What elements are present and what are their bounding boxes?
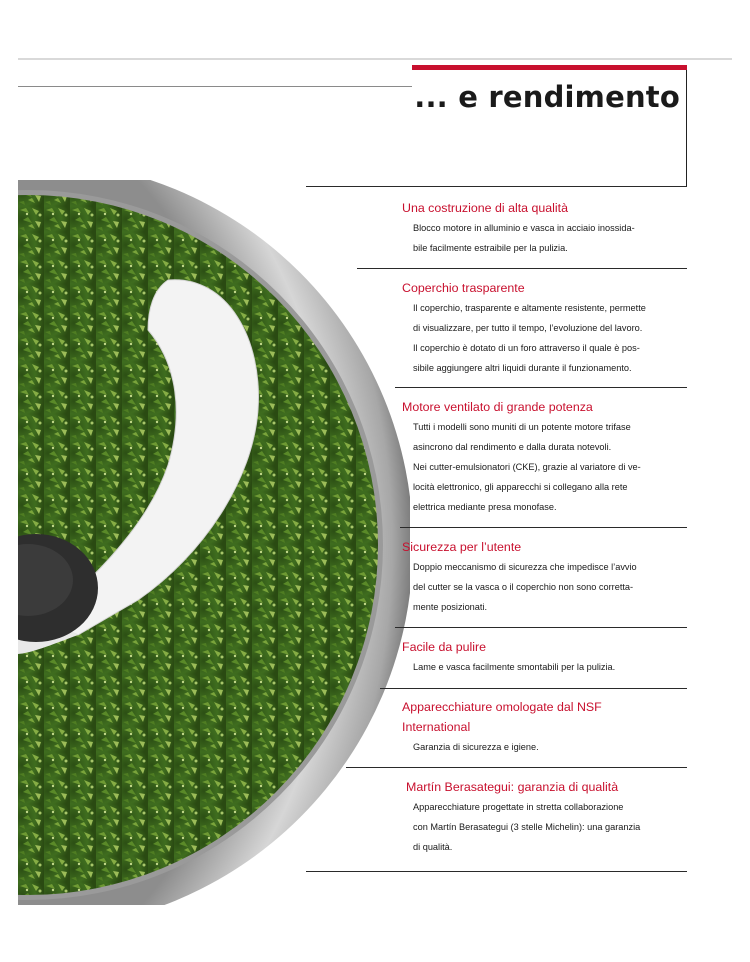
feature-title: Coperchio trasparente xyxy=(402,281,525,295)
separator xyxy=(306,186,687,187)
feature-line: mente posizionati. xyxy=(413,602,488,612)
feature-line: Apparecchiature progettate in stretta collaborazione xyxy=(413,802,624,812)
separator xyxy=(357,268,687,269)
feature-easy-clean xyxy=(402,637,685,677)
feature-line: con Martín Berasategui (3 stelle Michelin): una garanzia xyxy=(413,822,641,832)
feature-transparent-lid xyxy=(402,278,685,378)
feature-user-safety xyxy=(402,537,685,617)
feature-line: Doppio meccanismo di sicurezza che impedisce l’avvio xyxy=(413,562,637,572)
feature-build-quality xyxy=(402,198,685,258)
separator xyxy=(346,767,687,768)
feature-title: Una costruzione di alta qualità xyxy=(402,201,568,215)
feature-line: di visualizzare, per tutto il tempo, l’evoluzione del lavoro. xyxy=(413,323,643,333)
feature-title: Facile da pulire xyxy=(402,640,487,654)
title-accent-bar xyxy=(412,65,687,70)
feature-line: Garanzia di sicurezza e igiene. xyxy=(413,742,539,752)
feature-line: bile facilmente estraibile per la pulizia. xyxy=(413,243,568,253)
feature-title-line: Apparecchiature omologate dal NSF xyxy=(402,700,602,714)
feature-berasategui-guarantee xyxy=(406,777,685,857)
feature-line: di qualità. xyxy=(413,842,453,852)
feature-line: Blocco motore in alluminio e vasca in acciaio inossida- xyxy=(413,223,635,233)
feature-line: elettrica mediante presa monofase. xyxy=(413,502,557,512)
feature-line: Tutti i modelli sono muniti di un potente motore trifase xyxy=(413,422,631,432)
feature-line: locità elettronico, gli apparecchi si collegano alla rete xyxy=(413,482,628,492)
separator xyxy=(306,871,687,872)
feature-line: Il coperchio, trasparente e altamente resistente, permette xyxy=(413,303,646,313)
feature-line: sibile aggiungere altri liquidi durante il funzionamento. xyxy=(413,363,632,373)
parsley-bowl-photo xyxy=(18,180,410,905)
feature-line: del cutter se la vasca o il coperchio non sono corretta- xyxy=(413,582,634,592)
feature-title: Sicurezza per l’utente xyxy=(402,540,522,554)
top-rule xyxy=(18,58,732,60)
feature-ventilated-motor xyxy=(402,397,685,517)
separator xyxy=(400,527,687,528)
separator xyxy=(395,627,687,628)
separator xyxy=(380,688,687,689)
feature-nsf-approved xyxy=(402,697,685,757)
page-title: ... e rendimento xyxy=(414,80,680,114)
feature-line: Lame e vasca facilmente smontabili per la pulizia. xyxy=(413,662,616,672)
feature-title-line: International xyxy=(402,720,471,734)
feature-title: Martín Berasategui: garanzia di qualità xyxy=(406,780,619,794)
title-side-rule xyxy=(686,70,687,186)
separator xyxy=(395,387,687,388)
feature-line: Nei cutter-emulsionatori (CKE), grazie al variatore di ve- xyxy=(413,462,641,472)
feature-line: Il coperchio è dotato di un foro attraverso il quale è pos- xyxy=(413,343,640,353)
feature-line: asincrono dal rendimento e dalla durata notevoli. xyxy=(413,442,612,452)
feature-title: Motore ventilato di grande potenza xyxy=(402,400,593,414)
title-underline-rule xyxy=(18,86,412,87)
